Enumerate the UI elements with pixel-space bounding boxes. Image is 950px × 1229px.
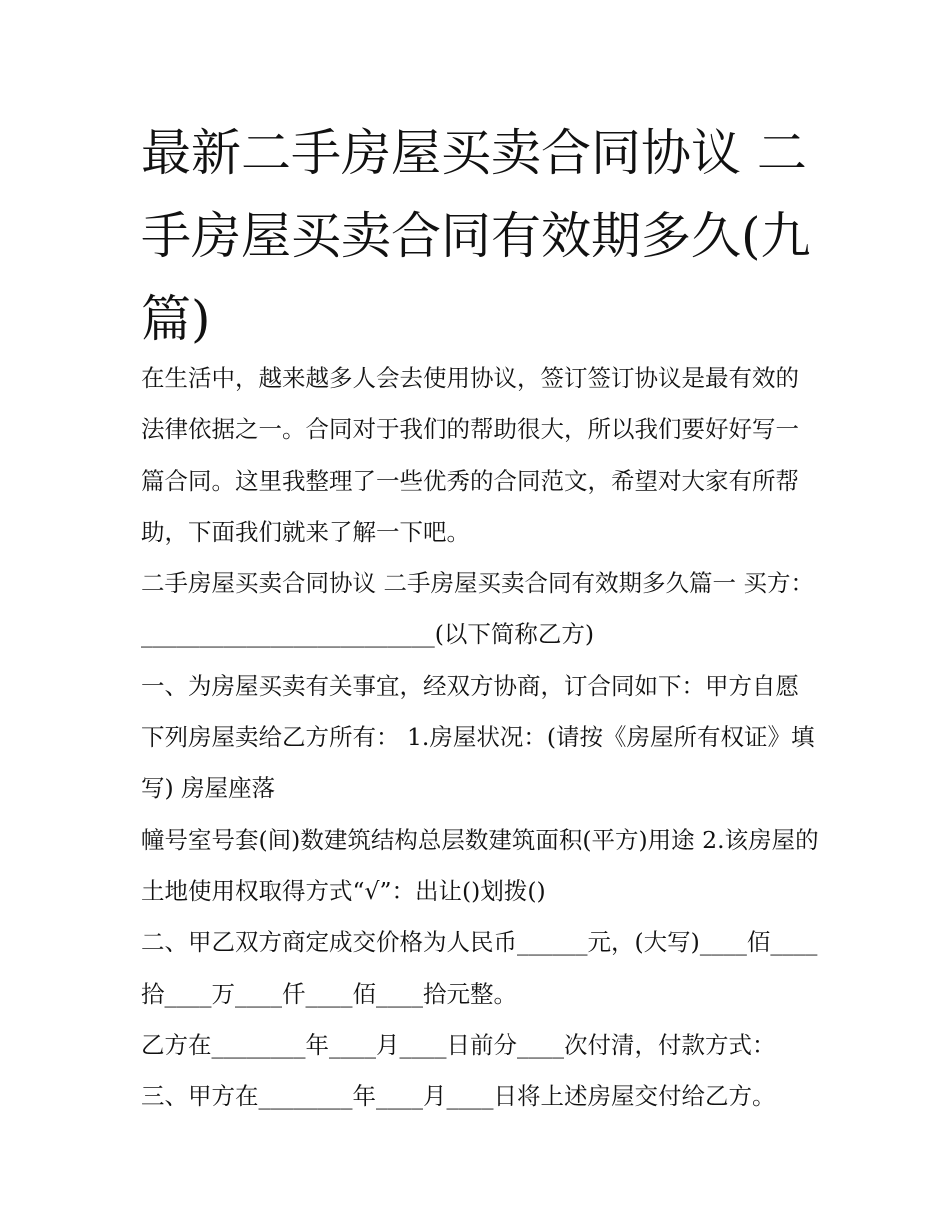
document-title: 最新二手房屋买卖合同协议 二手房屋买卖合同有效期多久(九篇) xyxy=(141,124,811,348)
buyer-paragraph: 二手房屋买卖合同协议 二手房屋买卖合同有效期多久篇一 买方：_________________________(以下简称乙方) xyxy=(141,569,814,649)
document-body xyxy=(141,353,821,1122)
clause-three-paragraph: 三、甲方在________年____月____日将上述房屋交付给乙方。 xyxy=(141,1082,776,1111)
payment-paragraph: 乙方在________年____月____日前分____次付清，付款方式： xyxy=(141,1030,776,1059)
property-details-paragraph: 幢号室号套(间)数建筑结构总层数建筑面积(平方)用途 2.该房屋的土地使用权取得方式“√”：出让()划拨() xyxy=(141,825,819,905)
clause-two-paragraph: 二、甲乙双方商定成交价格为人民币______元，(大写)____佰____拾____万____仟____佰____拾元整。 xyxy=(141,928,818,1008)
clause-one-paragraph: 一、为房屋买卖有关事宜，经双方协商，订合同如下：甲方自愿下列房屋卖给乙方所有： 1.房屋状况：(请按《房屋所有权证》填写) 房屋座落 xyxy=(141,671,815,803)
intro-paragraph: 在生活中，越来越多人会去使用协议，签订签订协议是最有效的法律依据之一。合同对于我们的帮助很大，所以我们要好好写一篇合同。这里我整理了一些优秀的合同范文，希望对大家有所帮助，下面我们就来了解一下吧。 xyxy=(141,364,799,546)
